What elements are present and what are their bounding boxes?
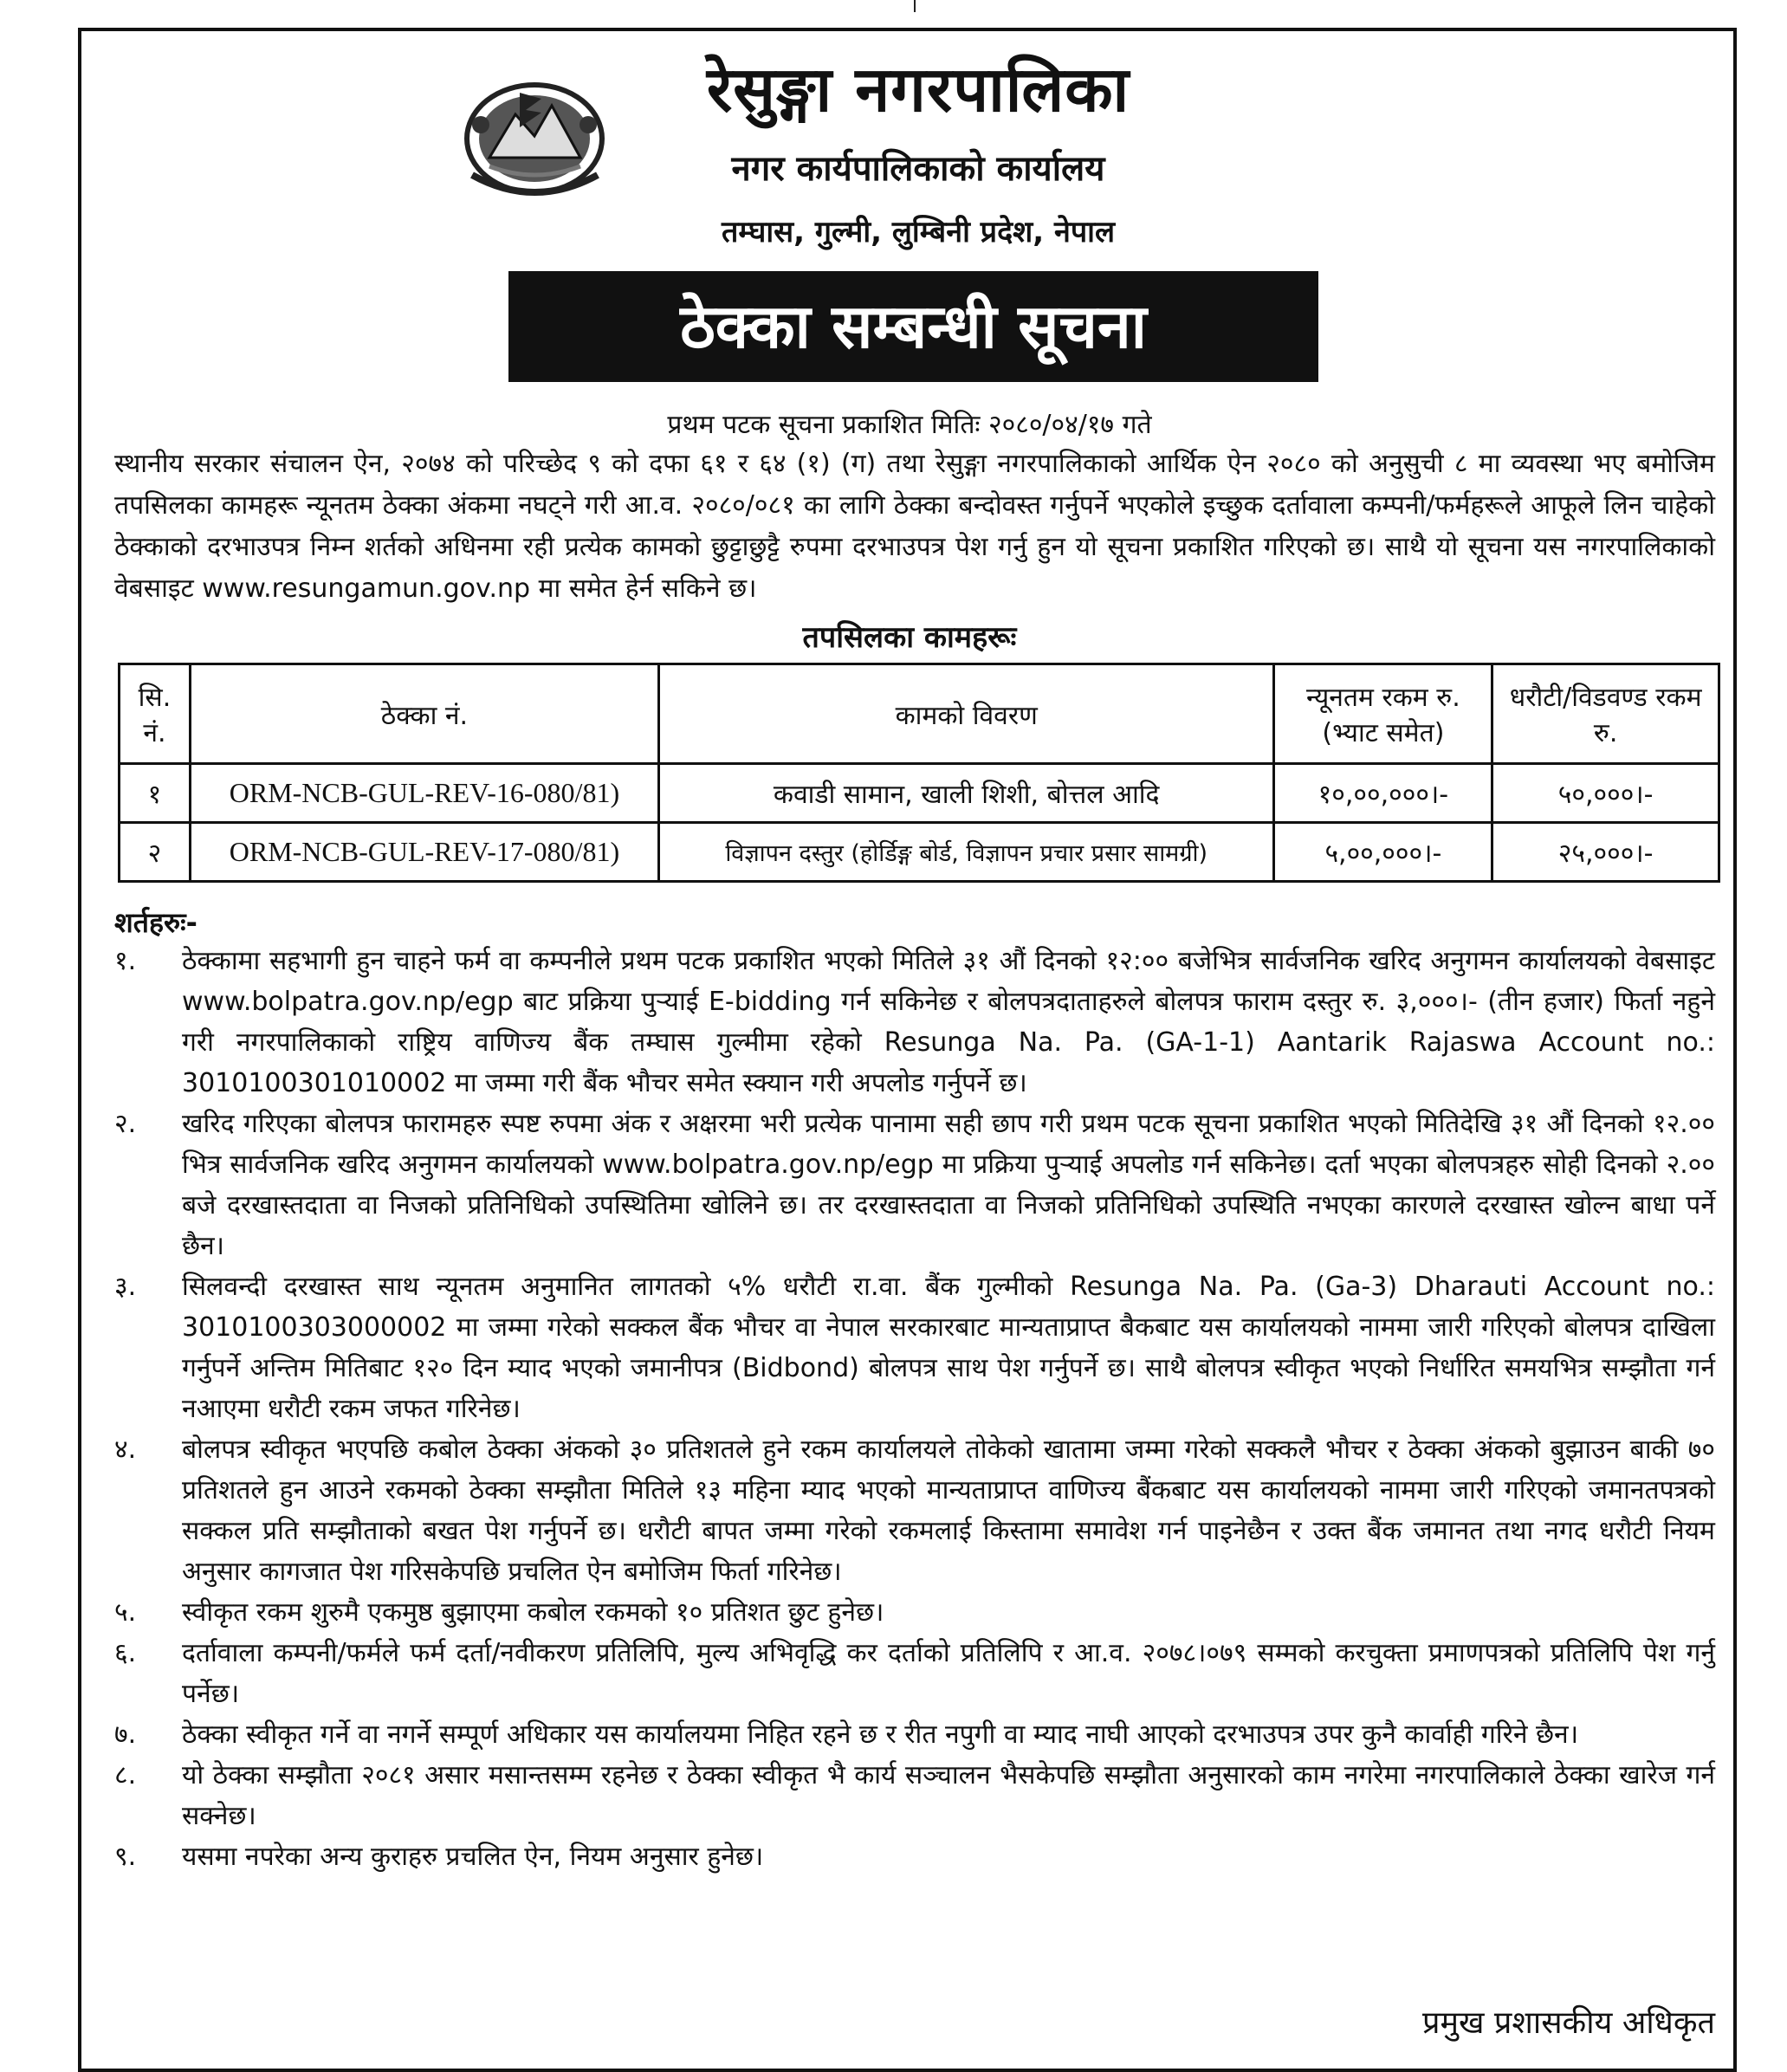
term-item	[114, 1592, 1715, 1633]
term-number: ८.	[114, 1760, 137, 1790]
term-number: ९.	[114, 1842, 137, 1872]
term-text: सिलवन्दी दरखास्त साथ न्यूनतम अनुमानित लागतको ५% धरौटी रा.वा. बैंक गुल्मीको Resunga Na. Pa. (Ga-3) Dharauti Account no.: 3010100303000002 मा जम्मा गरेको सक्कल बैंक भौचर वा नेपाल सरकारबाट मान्यताप्राप्त बैकबाट यस कार्यालयको नाममा जारी गरिएको बोलपत्र दाखिला गर्नुपर्ने अन्तिम मितिबाट १२० दिन म्याद भएको जमानीपत्र (Bidbond) बोलपत्र साथ पेश गर्नुपर्ने छ। साथै बोलपत्र स्वीकृत भएको निर्धारित समयभित्र सम्झौता गर्न नआएमा धरौटी रकम जफत गरिनेछ।	[182, 1272, 1715, 1424]
header-sn: सि. नं.	[120, 664, 191, 764]
term-item	[114, 941, 1715, 1104]
term-number: ४.	[114, 1434, 137, 1465]
term-text: दर्तावाला कम्पनी/फर्मले फर्म दर्ता/नवीकरण प्रतिलिपि, मुल्य अभिवृद्धि कर दर्ताको प्रतिलिपि र आ.व. २०७८।०७९ सम्मको करचुक्ता प्रमाणपत्रको प्रतिलिपि पेश गर्नु पर्नेछ।	[182, 1638, 1715, 1709]
publish-date: प्रथम पटक सूचना प्रकाशित मितिः २०८०/०४/१७ गते	[667, 410, 1152, 440]
terms-list	[114, 941, 1715, 1877]
term-text: ठेक्का स्वीकृत गर्ने वा नगर्ने सम्पूर्ण अधिकार यस कार्यालयमा निहित रहने छ र रीत नपुगी वा म्याद नाघी आएको दरभाउपत्र उपर कुनै कार्वाही गरिने छैन।	[182, 1719, 1579, 1750]
header-description: कामको विवरण	[658, 664, 1274, 764]
term-item	[114, 1266, 1715, 1429]
cell-description: विज्ञापन दस्तुर (होर्डिङ्ग बोर्ड, विज्ञापन प्रचार प्रसार सामग्री)	[658, 823, 1274, 882]
schedule-title: तपसिलका कामहरूः	[802, 620, 1017, 655]
term-text: यो ठेक्का सम्झौता २०८१ असार मसान्तसम्म रहनेछ र ठेक्का स्वीकृत भै कार्य सञ्चालन भैसकेपछि सम्झौता अनुसारको काम नगरेमा नगरपालिकाले ठेक्का खारेज गर्न सक्नेछ।	[182, 1760, 1715, 1831]
term-text: यसमा नपरेका अन्य कुराहरु प्रचलित ऐन, नियम अनुसार हुनेछ।	[182, 1842, 764, 1872]
cell-deposit: ५०,०००।-	[1492, 764, 1719, 823]
term-number: ७.	[114, 1719, 137, 1750]
header-deposit: धरौटी/विडवण्ड रकम रु.	[1492, 664, 1719, 764]
term-number: ६.	[114, 1638, 137, 1668]
term-text: स्वीकृत रकम शुरुमै एकमुष्ठ बुझाएमा कबोल रकमको १० प्रतिशत छुट हुनेछ।	[182, 1597, 884, 1628]
cell-deposit: २५,०००।-	[1492, 823, 1719, 882]
office-address: तम्घास, गुल्मी, लुम्बिनी प्रदेश, नेपाल	[721, 215, 1116, 249]
org-name: रेसुङ्गा नगरपालिका	[706, 53, 1130, 126]
term-number: १.	[114, 946, 137, 976]
cell-min-amount: ५,००,०००।-	[1274, 823, 1492, 882]
term-item	[114, 1755, 1715, 1836]
term-item	[114, 1104, 1715, 1266]
terms-title: शर्तहरुः-	[114, 906, 197, 939]
works-table	[118, 663, 1720, 883]
table-row	[120, 764, 1719, 823]
table-header-row	[120, 664, 1719, 764]
cell-contract-no: ORM-NCB-GUL-REV-17-080/81)	[190, 823, 658, 882]
office-name: नगर कार्यपालिकाको कार्यालय	[731, 149, 1105, 189]
term-text: खरिद गरिएका बोलपत्र फारामहरु स्पष्ट रुपमा अंक र अक्षरमा भरी प्रत्येक पानामा सही छाप गरी प्रथम पटक सूचना प्रकाशित भएको मितिदेखि ३१ औं दिनको १२.०० भित्र सार्वजनिक खरिद अनुगमन कार्यालयको www.bolpatra.gov.np/egp मा प्रक्रिया पुऱ्याई अपलोड गर्न सकिनेछ। दर्ता भएका बोलपत्रहरु सोही दिनको २.०० बजे दरखास्तदाता वा निजको प्रतिनिधिको उपस्थितिमा खोलिने छ। तर दरखास्तदाता वा निजको प्रतिनिधिको उपस्थिति नभएका कारणले दरखास्त खोल्न बाधा पर्ने छैन।	[182, 1109, 1715, 1261]
term-item	[114, 1429, 1715, 1592]
nepal-emblem-icon	[455, 62, 615, 205]
cell-sn: २	[120, 823, 191, 882]
notice-title: ठेक्का सम्बन्धी सूचना	[508, 271, 1318, 382]
term-text: ठेक्कामा सहभागी हुन चाहने फर्म वा कम्पनीले प्रथम पटक प्रकाशित भएको मितिले ३१ औं दिनको १२:०० बजेभित्र सार्वजनिक खरिद अनुगमन कार्यालयको वेबसाइट www.bolpatra.gov.np/egp बाट प्रक्रिया पुऱ्याई E-bidding गर्न सकिनेछ र बोलपत्रदाताहरुले बोलपत्र फाराम दस्तुर रु. ३,०००।- (तीन हजार) फिर्ता नहुने गरी नगरपालिकाको राष्ट्रिय वाणिज्य बैंक तम्घास गुल्मीमा रहेको Resunga Na. Pa. (GA-1-1) Aantarik Rajaswa Account no.: 3010100301010002 मा जम्मा गरी बैंक भौचर समेत स्क्यान गरी अपलोड गर्नुपर्ने छ।	[182, 946, 1715, 1098]
term-item	[114, 1633, 1715, 1714]
term-number: ३.	[114, 1272, 137, 1302]
term-item	[114, 1836, 1715, 1877]
term-number: ५.	[114, 1597, 137, 1628]
signatory-title: प्रमुख प्रशासकीय अधिकृत	[1422, 2005, 1715, 2041]
table-row	[120, 823, 1719, 882]
cell-sn: १	[120, 764, 191, 823]
cell-contract-no: ORM-NCB-GUL-REV-16-080/81)	[190, 764, 658, 823]
cell-description: कवाडी सामान, खाली शिशी, बोत्तल आदि	[658, 764, 1274, 823]
intro-paragraph: स्थानीय सरकार संचालन ऐन, २०७४ को परिच्छेद ९ को दफा ६१ र ६४ (१) (ग) तथा रेसुङ्गा नगरपालिकाको आर्थिक ऐन २०८० को अनुसुची ८ मा व्यवस्था भए बमोजिम तपसिलका कामहरू न्यूनतम ठेक्का अंकमा नघट्ने गरी आ.व. २०८०/०८१ का लागि ठेक्का बन्दोवस्त गर्नुपर्ने भएकोले इच्छुक दर्तावाला कम्पनी/फर्महरूले आफूले लिन चाहेको ठेक्काको दरभाउपत्र निम्न शर्तको अधिनमा रही प्रत्येक कामको छुट्टाछुट्टै रुपमा दरभाउपत्र पेश गर्नु हुन यो सूचना प्रकाशित गरिएको छ। साथै यो सूचना यस नगरपालिकाको वेबसाइट www.resungamun.gov.np मा समेत हेर्न सकिने छ।	[114, 449, 1715, 604]
page-edge-mark	[914, 0, 916, 12]
term-item	[114, 1714, 1715, 1755]
header-contract-no: ठेक्का नं.	[190, 664, 658, 764]
cell-min-amount: १०,००,०००।-	[1274, 764, 1492, 823]
term-text: बोलपत्र स्वीकृत भएपछि कबोल ठेक्का अंकको ३० प्रतिशतले हुने रकम कार्यालयले तोकेको खातामा जम्मा गरेको सक्कलै भौचर र ठेक्का अंकको बुझाउन बाकी ७० प्रतिशतले हुन आउने रकमको ठेक्का सम्झौता मितिले १३ महिना म्याद भएको मान्यताप्राप्त वाणिज्य बैंकबाट यस कार्यालयको नाममा जारी गरिएको जमानतपत्रको सक्कल प्रति सम्झौताको बखत पेश गर्नुपर्ने छ। धरौटी बापत जम्मा गरेको रकमलाई किस्तामा समावेश गर्न पाइनेछैन र उक्त बैंक जमानत तथा नगद धरौटी नियम अनुसार कागजात पेश गरिसकेपछि प्रचलित ऐन बमोजिम फिर्ता गरिनेछ।	[182, 1434, 1715, 1587]
term-number: २.	[114, 1109, 137, 1139]
header-min-amount: न्यूनतम रकम रु. (भ्याट समेत)	[1274, 664, 1492, 764]
